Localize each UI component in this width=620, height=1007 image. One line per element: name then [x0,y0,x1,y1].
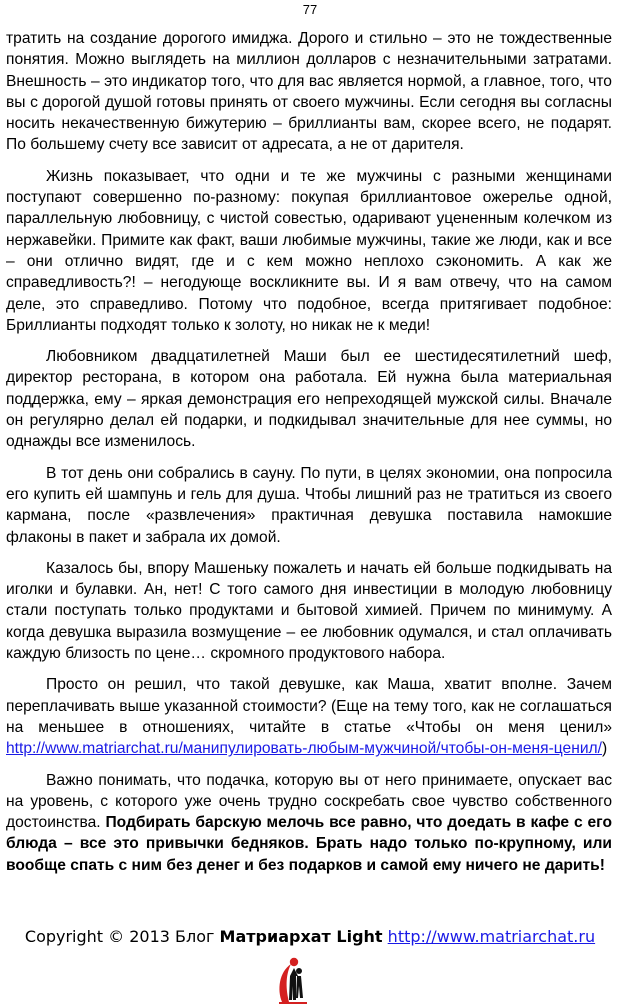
matriarchat-logo-icon [276,952,310,1004]
paragraph: Казалось бы, впору Машеньку пожалеть и начать ей больше подкидывать на иголки и булавки. Ан, нет! С того самого дня инвестиции в молодую любовницу стали поступать только продуктами и бытовой химией. Причем по минимуму. А когда девушка выразила возмущение – ее любовник одумался, и стал оплачивать каждую близость по цене… скромного продуктового набора. [6,559,612,663]
paragraph: Любовником двадцатилетней Маши был ее шестидесятилетний шеф, директор ресторана, в котором она работала. Ей нужна была материальная поддержка, ему – яркая демонстрация его непреходящей мужской силы. Вначале он регулярно делал ей подарки, и подкидывал значительные для нее суммы, но однажды все изменилось. [6,348,612,451]
paragraph: тратить на создание дорогого имиджа. Дорого и стильно – это не тождественные понятия. Можно выглядеть на миллион долларов с незначительными затратами. Внешность – это индикатор того, что для вас является нормой, а главное, того, что вы с дорогой душой готовы принять от своего мужчины. Если сегодня вы согласны носить некачественную бижутерию – бриллианты вам, скорее всего, не подарят. По большему счету все зависит от адресата, а не от дарителя. [6,30,612,154]
paragraph-text: Важно понимать, что подачка, которую вы от него принимаете, опускает вас на уровень, с которого уже очень трудно соскребать свое чувство собственного достоинства. [6,771,612,832]
article-body [6,28,612,886]
blog-name: Матриархат Light [219,927,383,946]
paragraph: Жизнь показывает, что одни и те же мужчины с разными женщинами поступают совершенно по-разному: покупая бриллиантовое ожерелье одной, параллельную любовницу, с чистой совестью, одаривают уцененным колечком из нержавейки. Примите как факт, ваши любимые мужчины, такие же люди, как и все – они отлично видят, где и с кем можно неплохо сэкономить. А как же справедливость?! – негодующе воскликните вы. И я вам отвечу, что на самом деле, это справедливо. Потому что подобное, всегда притягивает подобное: Бриллианты подходят только к золоту, но никак не к меди! [6,167,612,334]
paragraph-text-end: ) [601,740,608,758]
copyright-footer [0,927,620,947]
paragraph-with-link [6,674,612,759]
page-number: 77 [302,2,318,17]
article-link[interactable]: http://www.matriarchat.ru/манипулировать-любым-мужчиной/чтобы-он-меня-ценил/ [6,740,602,758]
paragraph-with-bold [6,770,612,876]
site-link[interactable]: http://www.matriarchat.ru [387,927,596,946]
copyright-text: Copyright © 2013 Блог [24,927,220,946]
bold-emphasis: Подбирать барскую мелочь все равно, что доедать в кафе с его блюда – все это привычки бедняков. Брать надо только по-крупному, или вообще спать с ним без денег и без подарков и самой ему ничего не дарить! [6,814,612,874]
paragraph-text: Просто он решил, что такой девушке, как Маша, хватит вполне. Зачем переплачивать выше указанной стоимости? (Еще на тему того, как не соглашаться на меньшее в отношениях, читайте в статье «Чтобы он меня ценил» [6,676,612,736]
paragraph: В тот день они собрались в сауну. По пути, в целях экономии, она попросила его купить ей шампунь и гель для душа. Чтобы лишний раз не тратиться из своего кармана, после «развлечения» практичная девушка поставила намокшие флаконы в пакет и забрала их домой. [6,464,612,546]
